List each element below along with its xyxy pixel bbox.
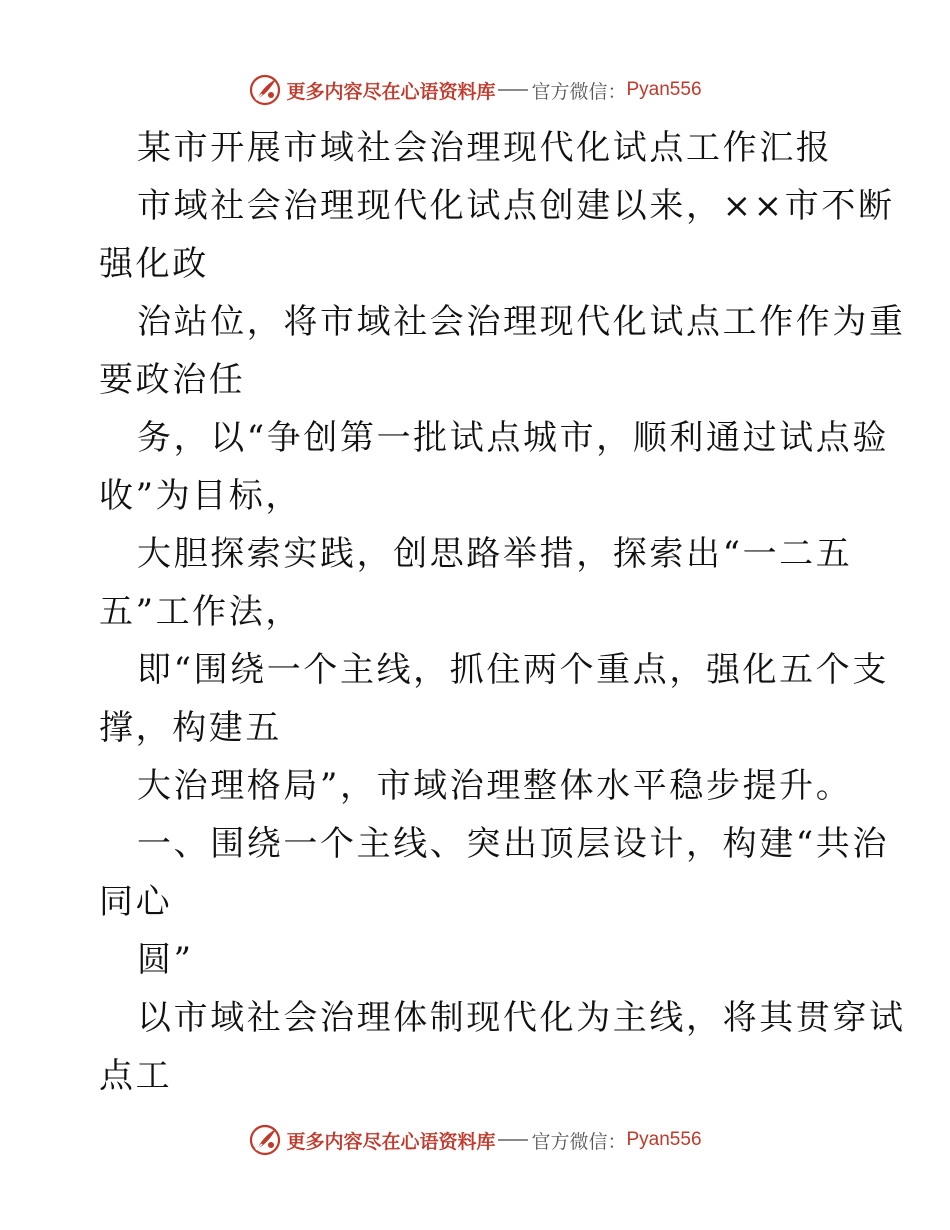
document-title: 某市开展市域社会治理现代化试点工作汇报 bbox=[137, 128, 833, 168]
section-heading-line: 圆” bbox=[137, 940, 194, 980]
paragraph-line: 务，以“争创第一批试点城市，顺利通过试点验 bbox=[137, 418, 889, 458]
paragraph-line: 要政治任 bbox=[99, 360, 246, 400]
paragraph-line: 大治理格局”，市域治理整体水平稳步提升。 bbox=[137, 766, 853, 806]
official-wechat-label: 官方微信： bbox=[531, 1130, 627, 1153]
paragraph-line: 即“围绕一个主线，抓住两个重点，强化五个支 bbox=[137, 650, 889, 690]
section-heading-line: 同心 bbox=[99, 882, 173, 922]
wechat-id: Pyan556 bbox=[626, 79, 702, 100]
quill-logo-icon bbox=[248, 1123, 282, 1157]
paragraph-line: 撑，构建五 bbox=[99, 708, 282, 748]
section-heading-line: 一、围绕一个主线、突出顶层设计，构建“共治 bbox=[137, 824, 889, 864]
paragraph-line: 以市域社会治理体制现代化为主线，将其贯穿试 bbox=[137, 998, 906, 1038]
promo-text: 更多内容尽在心语资料库 bbox=[286, 80, 496, 103]
quill-logo-icon bbox=[248, 73, 282, 107]
promo-text: 更多内容尽在心语资料库 bbox=[286, 1130, 496, 1153]
official-wechat-label: 官方微信： bbox=[531, 80, 627, 103]
banner-divider bbox=[498, 1139, 528, 1141]
banner-divider bbox=[498, 89, 528, 91]
paragraph-line: 点工 bbox=[99, 1056, 173, 1096]
paragraph-line: 收”为目标， bbox=[99, 476, 302, 516]
paragraph-line: 大胆探索实践，创思路举措，探索出“一二五 bbox=[137, 534, 853, 574]
wechat-id: Pyan556 bbox=[626, 1129, 702, 1150]
paragraph-line: 治站位，将市域社会治理现代化试点工作作为重 bbox=[137, 302, 906, 342]
paragraph-line: 市域社会治理现代化试点创建以来，××市不断 bbox=[137, 186, 895, 226]
header-banner bbox=[0, 70, 950, 110]
paragraph-line: 强化政 bbox=[99, 244, 209, 284]
footer-banner bbox=[0, 1120, 950, 1160]
paragraph-line: 五”工作法， bbox=[99, 592, 302, 632]
